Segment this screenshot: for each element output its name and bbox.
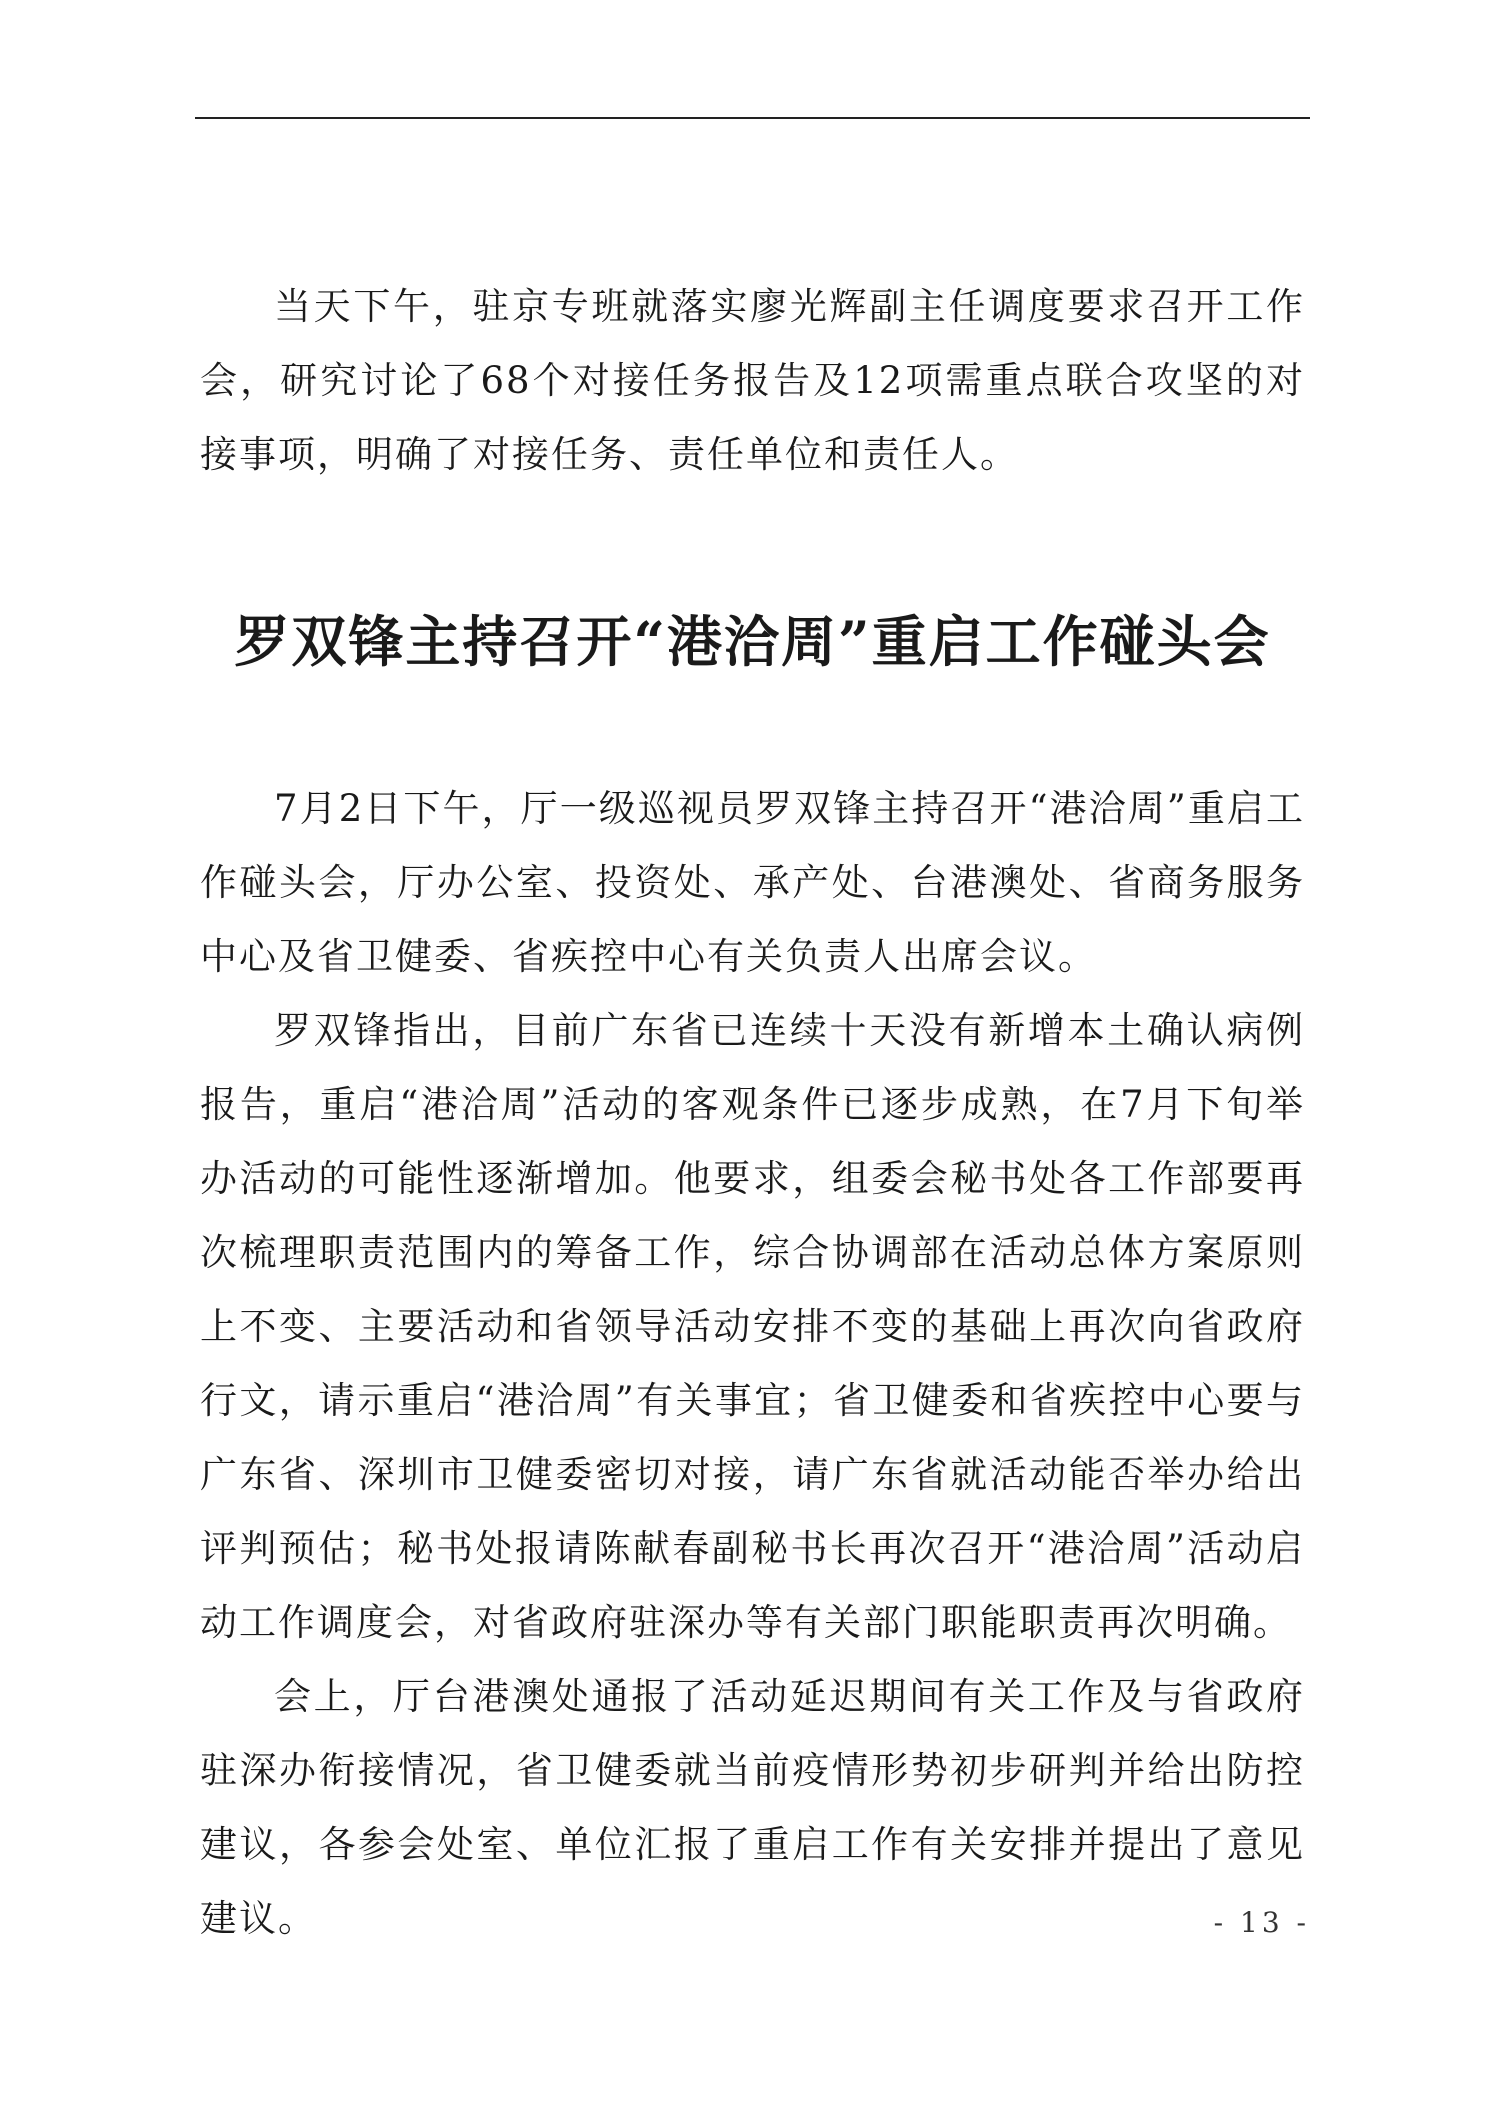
article-2-title: 罗双锋主持召开“港洽周”重启工作碰头会 — [234, 609, 1271, 674]
article-2-paragraph-2: 罗双锋指出，目前广东省已连续十天没有新增本土确认病例报告，重启“港洽周”活动的客观条件已逐步成熟，在7月下旬举办活动的可能性逐渐增加。他要求，组委会秘书处各工作部要再次梳理职责范围内的筹备工作，综合协调部在活动总体方案原则上不变、主要活动和省领导活动安排不变的基础上再次向省政府行文，请示重启“港洽周”有关事宜；省卫健委和省疾控中心要与广东省、深圳市卫健委密切对接，请广东省就活动能否举办给出评判预估；秘书处报请陈献春副秘书长再次召开“港洽周”活动启动工作调度会，对省政府驻深办等有关部门职能职责再次明确。 — [200, 1009, 1305, 1644]
spacer — [200, 682, 1305, 772]
spacer — [200, 492, 1305, 602]
article-2-paragraph-3: 会上，厅台港澳处通报了活动延迟期间有关工作及与省政府驻深办衔接情况，省卫健委就当前疫情形势初步研判并给出防控建议，各参会处室、单位汇报了重启工作有关安排并提出了意见建议。 — [200, 1675, 1305, 1940]
page-number: - 13 - — [1213, 1906, 1310, 1939]
article-1-paragraph-1: 当天下午，驻京专班就落实廖光辉副主任调度要求召开工作会，研究讨论了68个对接任务报告及12项需重点联合攻坚的对接事项，明确了对接任务、责任单位和责任人。 — [200, 285, 1305, 476]
header-divider — [195, 117, 1310, 119]
page-content — [200, 270, 1305, 1956]
article-2-paragraph-1: 7月2日下午，厅一级巡视员罗双锋主持召开“港洽周”重启工作碰头会，厅办公室、投资处、承产处、台港澳处、省商务服务中心及省卫健委、省疾控中心有关负责人出席会议。 — [200, 787, 1305, 978]
